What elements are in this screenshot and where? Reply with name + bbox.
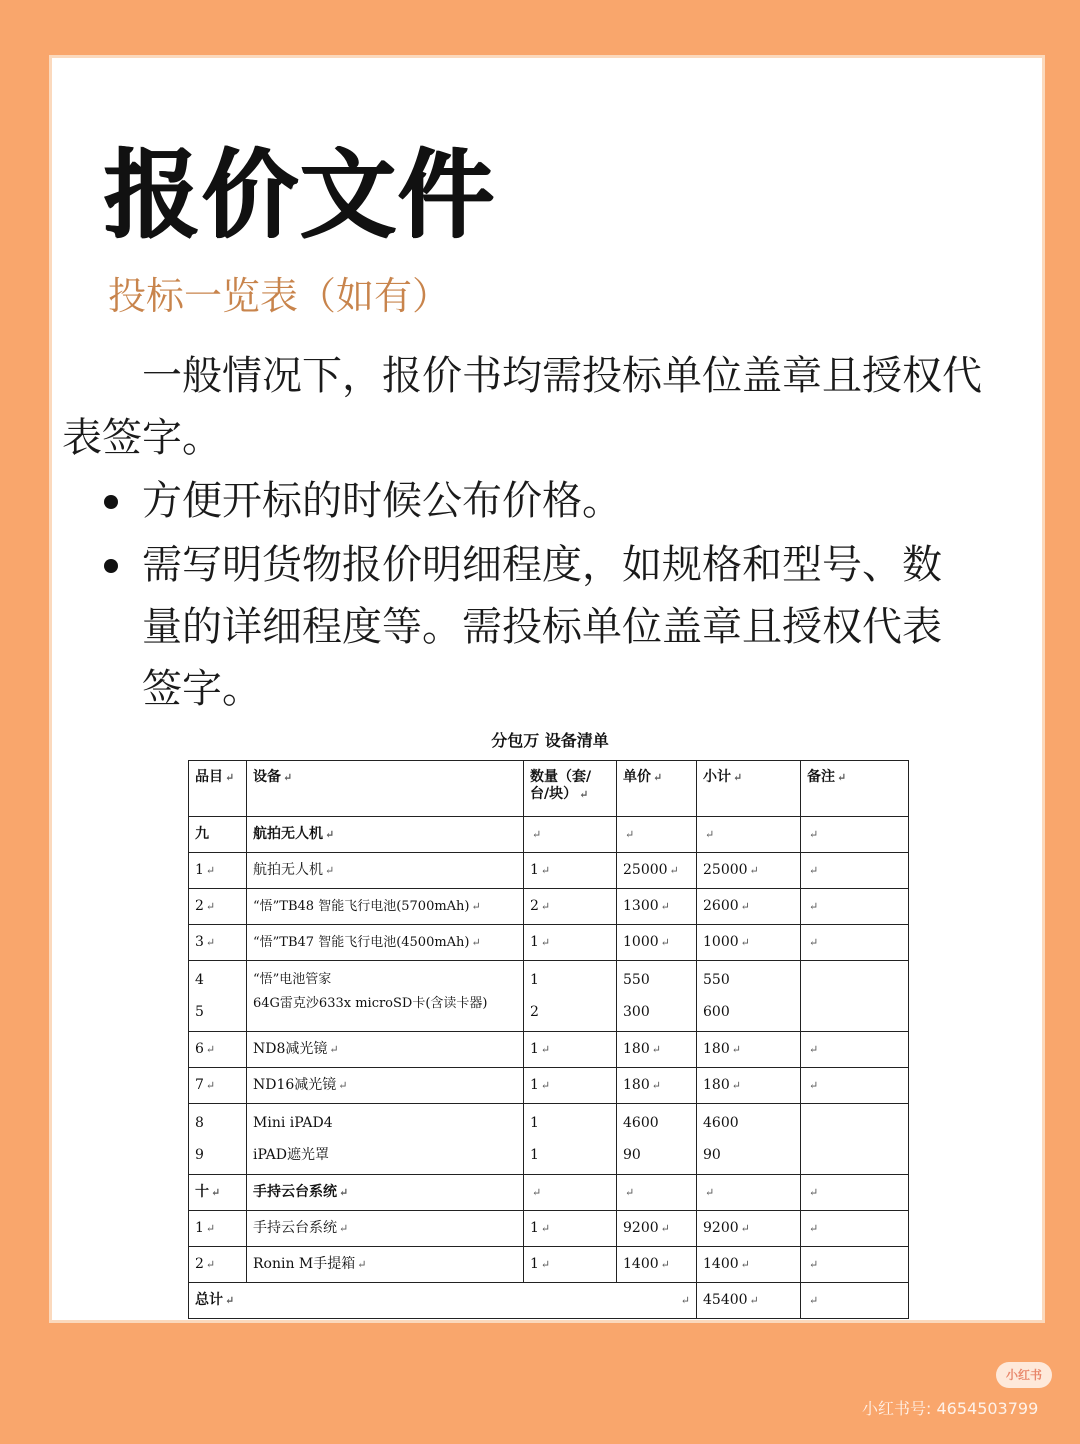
cell-qty: 2 ↵ bbox=[524, 889, 617, 925]
cell-device: 手持云台系统 ↵ bbox=[247, 1175, 524, 1211]
header-cell: 设备 ↵ bbox=[247, 761, 524, 817]
table-row bbox=[189, 1211, 909, 1247]
cell-qty: 1 ↵ bbox=[524, 1032, 617, 1068]
cell-device: 航拍无人机 ↵ bbox=[247, 817, 524, 853]
cell-subtotal: 1400 ↵ bbox=[697, 1247, 801, 1283]
cell-note bbox=[801, 1032, 909, 1068]
cell-empty bbox=[697, 1175, 801, 1211]
equipment-table bbox=[188, 760, 909, 1319]
bullet-text: 需写明货物报价明细程度，如规格和型号、数量的详细程度等。需投标单位盖章且授权代表签字。 bbox=[142, 542, 942, 712]
cell-price: 25000 ↵ bbox=[617, 853, 697, 889]
cell-no bbox=[189, 1104, 247, 1175]
cell-qty: 1 ↵ bbox=[524, 1211, 617, 1247]
xiaohongshu-logo: 小红书 bbox=[996, 1362, 1052, 1388]
cell-note bbox=[801, 889, 909, 925]
table-row bbox=[189, 925, 909, 961]
cell-qty bbox=[524, 961, 617, 1032]
cell-subtotal-line: 4600 bbox=[703, 1115, 739, 1131]
cell-note bbox=[801, 1104, 909, 1175]
cell-qty: 1 ↵ bbox=[524, 1247, 617, 1283]
cell-price-line: 90 bbox=[623, 1147, 641, 1163]
cell-subtotal: 9200 ↵ bbox=[697, 1211, 801, 1247]
cell-no: 3 ↵ bbox=[189, 925, 247, 961]
cell-subtotal: 180 ↵ bbox=[697, 1068, 801, 1104]
cell-qty: 1 ↵ bbox=[524, 853, 617, 889]
header-cell: 备注 ↵ bbox=[801, 761, 909, 817]
cell-note bbox=[801, 853, 909, 889]
cell-subtotal: 180 ↵ bbox=[697, 1032, 801, 1068]
cell-no-line: 8 bbox=[195, 1115, 204, 1131]
cell-device-line: “悟”电池管家 bbox=[253, 972, 332, 987]
table-header-row bbox=[189, 761, 909, 817]
cell-device-line: Mini iPAD4 bbox=[253, 1115, 333, 1131]
watermark-account-id: 小红书号: 4654503799 bbox=[862, 1399, 1039, 1418]
cell-qty bbox=[524, 1104, 617, 1175]
cell-subtotal: 25000 ↵ bbox=[697, 853, 801, 889]
cell-device-line: iPAD遮光罩 bbox=[253, 1147, 329, 1163]
table-row bbox=[189, 853, 909, 889]
table-row bbox=[189, 1068, 909, 1104]
cell-no: 6 ↵ bbox=[189, 1032, 247, 1068]
cell-price-line: 4600 bbox=[623, 1115, 659, 1131]
table-row-merged bbox=[189, 1104, 909, 1175]
cell-subtotal bbox=[697, 961, 801, 1032]
cell-price: 1300 ↵ bbox=[617, 889, 697, 925]
cell-device: 航拍无人机 ↵ bbox=[247, 853, 524, 889]
total-label: 总计 ↵ bbox=[189, 1283, 617, 1319]
group-row bbox=[189, 817, 909, 853]
cell-subtotal: 2600 ↵ bbox=[697, 889, 801, 925]
bullet-dot-icon bbox=[104, 559, 118, 573]
cell-empty bbox=[697, 817, 801, 853]
cell-note bbox=[801, 961, 909, 1032]
cell-qty-line: 1 bbox=[530, 1147, 539, 1163]
total-row bbox=[189, 1283, 909, 1319]
table-row-merged bbox=[189, 961, 909, 1032]
cell-empty bbox=[617, 817, 697, 853]
cell-no: 7 ↵ bbox=[189, 1068, 247, 1104]
bullet-text: 方便开标的时候公布价格。 bbox=[142, 478, 622, 524]
cell-price: 180 ↵ bbox=[617, 1032, 697, 1068]
table-row bbox=[189, 1247, 909, 1283]
cell-no: 2 ↵ bbox=[189, 889, 247, 925]
cell-empty bbox=[524, 817, 617, 853]
cell-subtotal bbox=[697, 1104, 801, 1175]
cell-device: ND8减光镜 ↵ bbox=[247, 1032, 524, 1068]
page-title: 报价文件 bbox=[104, 138, 496, 251]
cell-device: “悟”TB48 智能飞行电池(5700mAh) ↵ bbox=[247, 889, 524, 925]
cell-empty bbox=[801, 817, 909, 853]
cell-no-line: 5 bbox=[195, 1004, 204, 1020]
cell-subtotal: 1000 ↵ bbox=[697, 925, 801, 961]
cell-device: ND16减光镜 ↵ bbox=[247, 1068, 524, 1104]
bullet-dot-icon bbox=[104, 495, 118, 509]
cell-no: 2 ↵ bbox=[189, 1247, 247, 1283]
header-cell: 数量（套/台/块） ↵ bbox=[524, 761, 617, 817]
cell-price: 9200 ↵ bbox=[617, 1211, 697, 1247]
cell-subtotal-line: 600 bbox=[703, 1004, 730, 1020]
cell-qty: 1 ↵ bbox=[524, 1068, 617, 1104]
cell-no: 十 ↵ bbox=[189, 1175, 247, 1211]
cell-subtotal-line: 90 bbox=[703, 1147, 721, 1163]
cell-price bbox=[617, 961, 697, 1032]
table-row bbox=[189, 889, 909, 925]
cell-qty-line: 2 bbox=[530, 1004, 539, 1020]
header-cell: 小计 ↵ bbox=[697, 761, 801, 817]
bullet-item bbox=[98, 470, 972, 532]
bullet-item bbox=[98, 534, 972, 720]
cell-qty-line: 1 bbox=[530, 972, 539, 988]
cell-no: 九 bbox=[189, 817, 247, 853]
cell-device: Ronin M手提箱 ↵ bbox=[247, 1247, 524, 1283]
cell-empty bbox=[801, 1175, 909, 1211]
cell-no: 1 ↵ bbox=[189, 1211, 247, 1247]
cell-qty: 1 ↵ bbox=[524, 925, 617, 961]
cell-qty-line: 1 bbox=[530, 1115, 539, 1131]
cell-no-line: 4 bbox=[195, 972, 204, 988]
cell-price: 180 ↵ bbox=[617, 1068, 697, 1104]
group-row bbox=[189, 1175, 909, 1211]
header-cell: 品目 ↵ bbox=[189, 761, 247, 817]
cell-price bbox=[617, 1283, 697, 1319]
header-cell: 单价 ↵ bbox=[617, 761, 697, 817]
cell-note bbox=[801, 1283, 909, 1319]
cell-note bbox=[801, 1068, 909, 1104]
cell-price-line: 550 bbox=[623, 972, 650, 988]
cell-note bbox=[801, 1247, 909, 1283]
table-row bbox=[189, 1032, 909, 1068]
cell-no: 1 ↵ bbox=[189, 853, 247, 889]
bullet-list bbox=[98, 470, 998, 722]
cell-note bbox=[801, 925, 909, 961]
section-subtitle: 投标一览表（如有） bbox=[108, 274, 451, 318]
cell-device: 手持云台系统 ↵ bbox=[247, 1211, 524, 1247]
cell-empty bbox=[524, 1175, 617, 1211]
cell-no-line: 9 bbox=[195, 1147, 204, 1163]
cell-note bbox=[801, 1211, 909, 1247]
intro-paragraph: 一般情况下，报价书均需投标单位盖章且授权代表签字。 bbox=[62, 353, 982, 461]
cell-price: 1000 ↵ bbox=[617, 925, 697, 961]
cell-device bbox=[247, 961, 524, 1032]
cell-empty bbox=[617, 1175, 697, 1211]
cell-price-line: 300 bbox=[623, 1004, 650, 1020]
cell-device-line: 64G雷克沙633x microSD卡(含读卡器) bbox=[253, 996, 488, 1011]
cell-device: “悟”TB47 智能飞行电池(4500mAh) ↵ bbox=[247, 925, 524, 961]
cell-price: 1400 ↵ bbox=[617, 1247, 697, 1283]
cell-no bbox=[189, 961, 247, 1032]
cell-price bbox=[617, 1104, 697, 1175]
document-caption: 分包万 设备清单 bbox=[491, 731, 609, 750]
cell-subtotal-line: 550 bbox=[703, 972, 730, 988]
cell-device bbox=[247, 1104, 524, 1175]
total-subtotal: 45400 ↵ bbox=[697, 1283, 801, 1319]
